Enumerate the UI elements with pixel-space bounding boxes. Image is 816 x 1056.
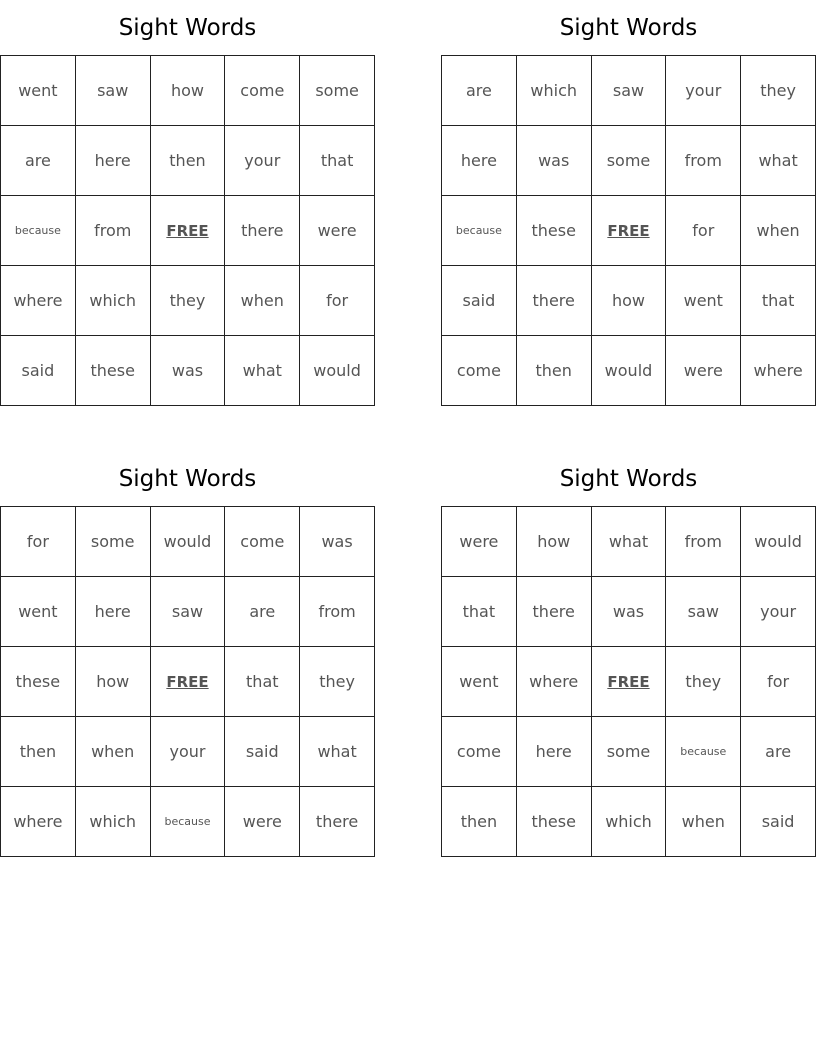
word-cell: went bbox=[666, 266, 741, 336]
free-space-cell: FREE bbox=[151, 196, 226, 266]
word-cell: come bbox=[442, 336, 517, 406]
word-cell: here bbox=[76, 126, 151, 196]
word-cell: said bbox=[225, 717, 300, 787]
word-cell: are bbox=[442, 56, 517, 126]
card-title: Sight Words bbox=[559, 466, 698, 492]
word-cell: then bbox=[1, 717, 76, 787]
word-cell: when bbox=[741, 196, 816, 266]
word-cell: when bbox=[666, 787, 741, 857]
word-cell: that bbox=[741, 266, 816, 336]
word-cell: how bbox=[592, 266, 667, 336]
word-cell: where bbox=[741, 336, 816, 406]
word-cell: from bbox=[76, 196, 151, 266]
word-cell: went bbox=[1, 577, 76, 647]
word-grid bbox=[441, 55, 816, 406]
word-cell: for bbox=[741, 647, 816, 717]
word-cell: said bbox=[1, 336, 76, 406]
word-cell: what bbox=[225, 336, 300, 406]
word-cell: your bbox=[225, 126, 300, 196]
word-cell: there bbox=[517, 577, 592, 647]
word-cell: that bbox=[442, 577, 517, 647]
free-space-cell: FREE bbox=[592, 196, 667, 266]
free-space-cell: FREE bbox=[151, 647, 226, 717]
word-cell: here bbox=[517, 717, 592, 787]
word-cell: are bbox=[1, 126, 76, 196]
word-cell: for bbox=[300, 266, 375, 336]
word-cell: which bbox=[76, 787, 151, 857]
bingo-card-1 bbox=[0, 0, 375, 406]
word-cell: then bbox=[517, 336, 592, 406]
word-cell: some bbox=[592, 717, 667, 787]
word-cell: that bbox=[300, 126, 375, 196]
word-grid bbox=[441, 506, 816, 857]
word-cell: because bbox=[442, 196, 517, 266]
card-title: Sight Words bbox=[118, 15, 257, 41]
word-cell: then bbox=[442, 787, 517, 857]
word-cell: they bbox=[666, 647, 741, 717]
word-cell: saw bbox=[76, 56, 151, 126]
word-cell: saw bbox=[666, 577, 741, 647]
card-title: Sight Words bbox=[118, 466, 257, 492]
word-cell: what bbox=[592, 507, 667, 577]
word-cell: when bbox=[225, 266, 300, 336]
word-cell: these bbox=[517, 787, 592, 857]
word-cell: were bbox=[225, 787, 300, 857]
word-cell: which bbox=[592, 787, 667, 857]
word-cell: come bbox=[442, 717, 517, 787]
word-cell: they bbox=[300, 647, 375, 717]
word-cell: because bbox=[666, 717, 741, 787]
word-cell: was bbox=[300, 507, 375, 577]
word-cell: from bbox=[666, 507, 741, 577]
word-cell: there bbox=[517, 266, 592, 336]
word-cell: saw bbox=[592, 56, 667, 126]
word-cell: here bbox=[76, 577, 151, 647]
word-cell: were bbox=[442, 507, 517, 577]
word-cell: would bbox=[592, 336, 667, 406]
word-cell: from bbox=[300, 577, 375, 647]
bingo-card-3 bbox=[0, 451, 375, 857]
word-cell: was bbox=[151, 336, 226, 406]
word-cell: your bbox=[741, 577, 816, 647]
word-cell: they bbox=[741, 56, 816, 126]
word-cell: which bbox=[517, 56, 592, 126]
word-cell: when bbox=[76, 717, 151, 787]
word-cell: where bbox=[1, 266, 76, 336]
word-cell: which bbox=[76, 266, 151, 336]
word-cell: went bbox=[1, 56, 76, 126]
word-cell: these bbox=[1, 647, 76, 717]
word-cell: these bbox=[76, 336, 151, 406]
word-cell: some bbox=[76, 507, 151, 577]
bingo-card-4 bbox=[441, 451, 816, 857]
word-cell: that bbox=[225, 647, 300, 717]
word-cell: your bbox=[666, 56, 741, 126]
free-space-cell: FREE bbox=[592, 647, 667, 717]
word-cell: come bbox=[225, 507, 300, 577]
word-cell: went bbox=[442, 647, 517, 717]
word-cell: there bbox=[225, 196, 300, 266]
word-cell: because bbox=[151, 787, 226, 857]
word-cell: because bbox=[1, 196, 76, 266]
word-cell: where bbox=[517, 647, 592, 717]
word-cell: these bbox=[517, 196, 592, 266]
word-cell: would bbox=[300, 336, 375, 406]
word-cell: are bbox=[741, 717, 816, 787]
word-cell: what bbox=[741, 126, 816, 196]
word-cell: then bbox=[151, 126, 226, 196]
word-cell: said bbox=[741, 787, 816, 857]
word-cell: how bbox=[517, 507, 592, 577]
word-cell: some bbox=[592, 126, 667, 196]
word-cell: here bbox=[442, 126, 517, 196]
word-cell: there bbox=[300, 787, 375, 857]
word-cell: was bbox=[592, 577, 667, 647]
word-cell: they bbox=[151, 266, 226, 336]
word-cell: said bbox=[442, 266, 517, 336]
word-cell: from bbox=[666, 126, 741, 196]
word-cell: what bbox=[300, 717, 375, 787]
word-cell: how bbox=[76, 647, 151, 717]
word-cell: for bbox=[666, 196, 741, 266]
word-cell: how bbox=[151, 56, 226, 126]
word-grid bbox=[0, 506, 375, 857]
word-grid bbox=[0, 55, 375, 406]
word-cell: are bbox=[225, 577, 300, 647]
word-cell: would bbox=[151, 507, 226, 577]
word-cell: were bbox=[666, 336, 741, 406]
word-cell: your bbox=[151, 717, 226, 787]
word-cell: was bbox=[517, 126, 592, 196]
word-cell: some bbox=[300, 56, 375, 126]
word-cell: for bbox=[1, 507, 76, 577]
bingo-card-2 bbox=[441, 0, 816, 406]
word-cell: come bbox=[225, 56, 300, 126]
word-cell: would bbox=[741, 507, 816, 577]
word-cell: were bbox=[300, 196, 375, 266]
word-cell: saw bbox=[151, 577, 226, 647]
word-cell: where bbox=[1, 787, 76, 857]
card-title: Sight Words bbox=[559, 15, 698, 41]
